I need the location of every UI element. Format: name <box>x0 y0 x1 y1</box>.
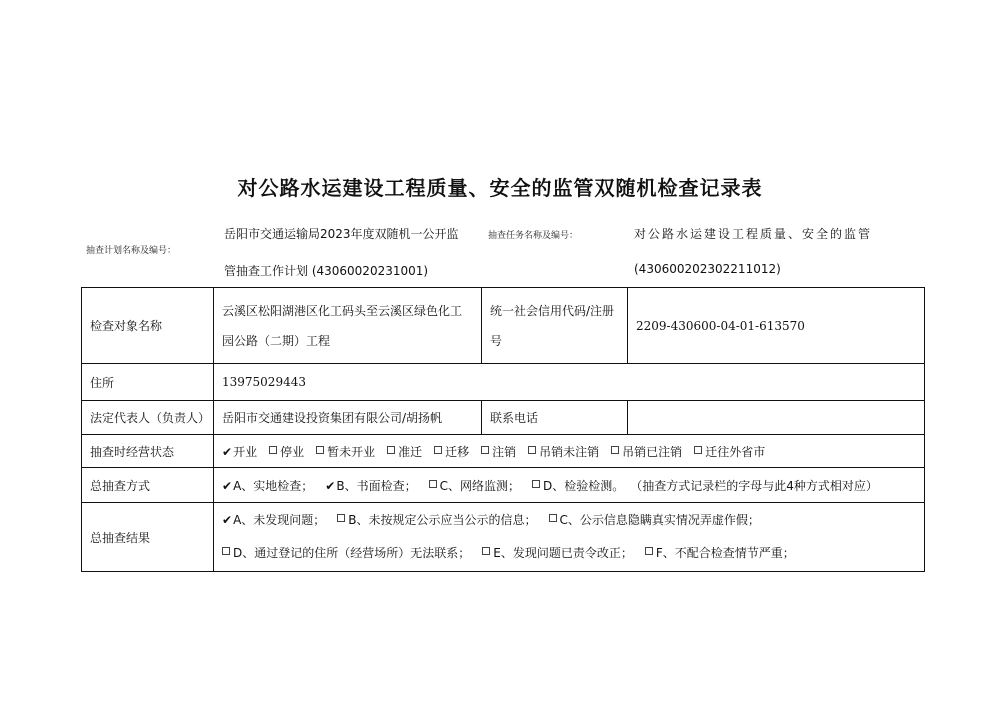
option-item <box>222 513 325 527</box>
option-label: B、未按规定公示应当公示的信息； <box>348 513 537 527</box>
option-label: 准迁 <box>398 444 423 459</box>
option-label: 暂未开业 <box>327 444 376 459</box>
option-item <box>694 445 765 459</box>
option-item <box>269 445 304 459</box>
option-item <box>434 445 469 459</box>
checkmark-icon: ✔ <box>222 444 233 459</box>
checkmark-icon: ✔ <box>222 513 233 527</box>
task-name-line1: 对公路水运建设工程质量、安全的监管 <box>634 227 873 241</box>
option-item <box>549 513 760 527</box>
checkbox-icon <box>611 446 619 454</box>
task-label: 抽查任务名称及编号： <box>488 231 579 241</box>
phone-label: 联系电话 <box>482 401 628 435</box>
option-label: C、公示信息隐瞒真实情况弄虚作假； <box>559 513 760 527</box>
table-row <box>82 364 925 401</box>
table-row <box>82 401 925 435</box>
status-options <box>214 435 925 468</box>
option-item <box>222 546 470 560</box>
legal-rep-label: 法定代表人（负责人） <box>82 401 214 435</box>
legal-rep-value: 岳阳市交通建设投资集团有限公司/胡扬帆 <box>214 401 482 435</box>
option-label: 停业 <box>280 444 305 459</box>
object-name-label: 检查对象名称 <box>82 288 214 364</box>
result-label: 总抽查结果 <box>82 503 214 572</box>
option-label: 吊销未注销 <box>539 444 600 459</box>
option-item <box>528 445 599 459</box>
option-item <box>481 445 516 459</box>
option-label: A、未发现问题； <box>233 513 326 527</box>
option-label: D、通过登记的住所（经营场所）无法联系； <box>233 546 471 560</box>
checkbox-icon <box>269 446 277 454</box>
checkbox-icon <box>528 446 536 454</box>
address-value: 13975029443 <box>214 364 925 401</box>
object-name-value: 云溪区松阳湖港区化工码头至云溪区绿色化工 园公路（二期）工程 <box>214 288 482 364</box>
checkbox-icon <box>434 446 442 454</box>
checkbox-icon <box>549 514 557 522</box>
option-item <box>316 445 375 459</box>
phone-value <box>628 401 925 435</box>
checkbox-icon <box>387 446 395 454</box>
address-label: 住所 <box>82 364 214 401</box>
option-item <box>482 546 633 560</box>
option-label: E、发现问题已责令改正； <box>493 546 633 560</box>
option-label: 开业 <box>233 444 258 459</box>
option-item <box>325 479 416 493</box>
task-name-line2: (43060020230221101‌2) <box>634 262 781 276</box>
plan-name-line2: 管抽查工作计划 (43060020231001) <box>224 264 429 278</box>
method-note: （抽查方式记录栏的字母与此4种方式相对应） <box>636 478 878 493</box>
option-item <box>337 513 536 527</box>
option-item <box>222 445 257 459</box>
checkbox-icon <box>337 514 345 522</box>
table-row <box>82 503 925 572</box>
record-table <box>81 287 925 572</box>
form-title: 对公路水运建设工程质量、安全的监管双随机检查记录表 <box>237 176 763 200</box>
option-label: 吊销已注销 <box>622 444 683 459</box>
checkbox-icon <box>645 547 653 555</box>
table-row <box>82 435 925 468</box>
checkmark-icon: ✔ <box>325 478 336 493</box>
plan-label: 抽查计划名称及编号： <box>86 246 177 256</box>
option-item <box>645 546 795 560</box>
table-row <box>82 288 925 364</box>
checkbox-icon <box>429 480 437 488</box>
credit-code-value: 2209-430600-04-01-613570 <box>628 288 925 364</box>
option-label: B、书面检查； <box>336 478 417 493</box>
checkbox-icon <box>316 446 324 454</box>
credit-code-label: 统一社会信用代码/注册 号 <box>482 288 628 364</box>
checkmark-icon: ✔ <box>222 478 233 493</box>
option-label: 注销 <box>492 444 517 459</box>
option-label: F、不配合检查情节严重； <box>655 546 795 560</box>
option-label: 迁往外省市 <box>705 444 766 459</box>
option-item <box>532 479 624 493</box>
option-label: D、检验检测。 <box>542 478 625 493</box>
table-row <box>82 468 925 503</box>
option-item <box>387 445 422 459</box>
result-options <box>214 503 925 572</box>
checkbox-icon <box>694 446 702 454</box>
checkbox-icon <box>482 547 490 555</box>
checkbox-icon <box>532 480 540 488</box>
plan-name-line1: 岳阳市交通运输局2023年度双随机一公开监 <box>224 227 459 241</box>
checkbox-icon <box>481 446 489 454</box>
option-item <box>611 445 682 459</box>
option-item <box>222 479 313 493</box>
option-label: 迁移 <box>445 444 470 459</box>
checkbox-icon <box>222 547 230 555</box>
option-label: C、网络监测； <box>439 478 520 493</box>
option-label: A、实地检查； <box>233 478 314 493</box>
method-label: 总抽查方式 <box>82 468 214 503</box>
status-label: 抽查时经营状态 <box>82 435 214 468</box>
method-options <box>214 468 925 503</box>
option-item <box>429 479 520 493</box>
